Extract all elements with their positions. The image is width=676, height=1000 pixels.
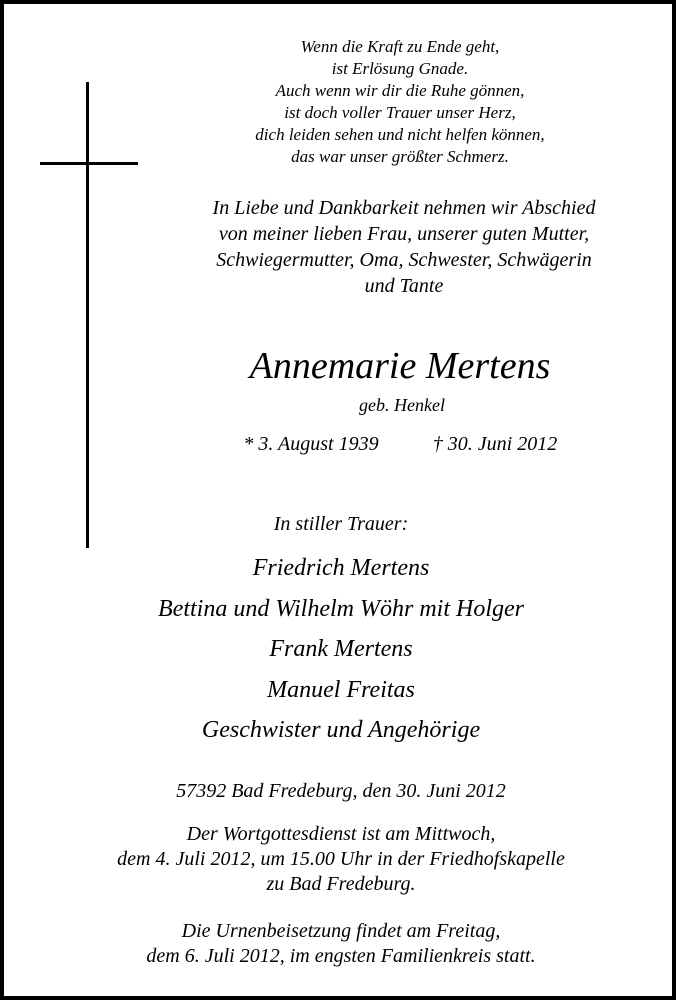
cross-icon-bar [40, 162, 138, 165]
poem-line: dich leiden sehen und nicht helfen können, [255, 125, 545, 144]
poem-line: Wenn die Kraft zu Ende geht, [300, 37, 500, 56]
service-line: dem 4. Juli 2012, um 15.00 Uhr in der Friedhofskapelle [117, 848, 565, 870]
intro-line: und Tante [364, 275, 444, 297]
poem-line: Auch wenn wir dir die Ruhe gönnen, [275, 81, 525, 100]
intro-line: von meiner lieben Frau, unserer guten Mutter, [218, 223, 590, 245]
burial-line: Die Urnenbeisetzung findet am Freitag, [181, 920, 501, 942]
service-line: Der Wortgottesdienst ist am Mittwoch, [186, 823, 496, 845]
service-line: zu Bad Fredeburg. [266, 873, 416, 895]
mourner: Manuel Freitas [267, 677, 415, 703]
place-date: 57392 Bad Fredeburg, den 30. Juni 2012 [176, 780, 506, 802]
mourner: Bettina und Wilhelm Wöhr mit Holger [158, 596, 524, 622]
burial-line: dem 6. Juli 2012, im engsten Familienkreis statt. [146, 945, 536, 967]
deceased-name: Annemarie Mertens [249, 345, 551, 387]
death-date: † 30. Juni 2012 [432, 433, 558, 455]
birth-name: geb. Henkel [359, 395, 445, 415]
intro-line: In Liebe und Dankbarkeit nehmen wir Abschied [212, 197, 596, 219]
mourner: Geschwister und Angehörige [201, 717, 481, 743]
mourner: Frank Mertens [269, 636, 413, 662]
cross-icon [86, 82, 89, 548]
mourner: Friedrich Mertens [252, 555, 430, 581]
birth-date: * 3. August 1939 [243, 433, 379, 455]
mourning-heading: In stiller Trauer: [273, 513, 409, 535]
poem-line: ist Erlösung Gnade. [331, 59, 469, 78]
poem-line: ist doch voller Trauer unser Herz, [284, 103, 516, 122]
poem-line: das war unser größter Schmerz. [291, 147, 509, 166]
intro-line: Schwiegermutter, Oma, Schwester, Schwägerin [216, 249, 592, 271]
